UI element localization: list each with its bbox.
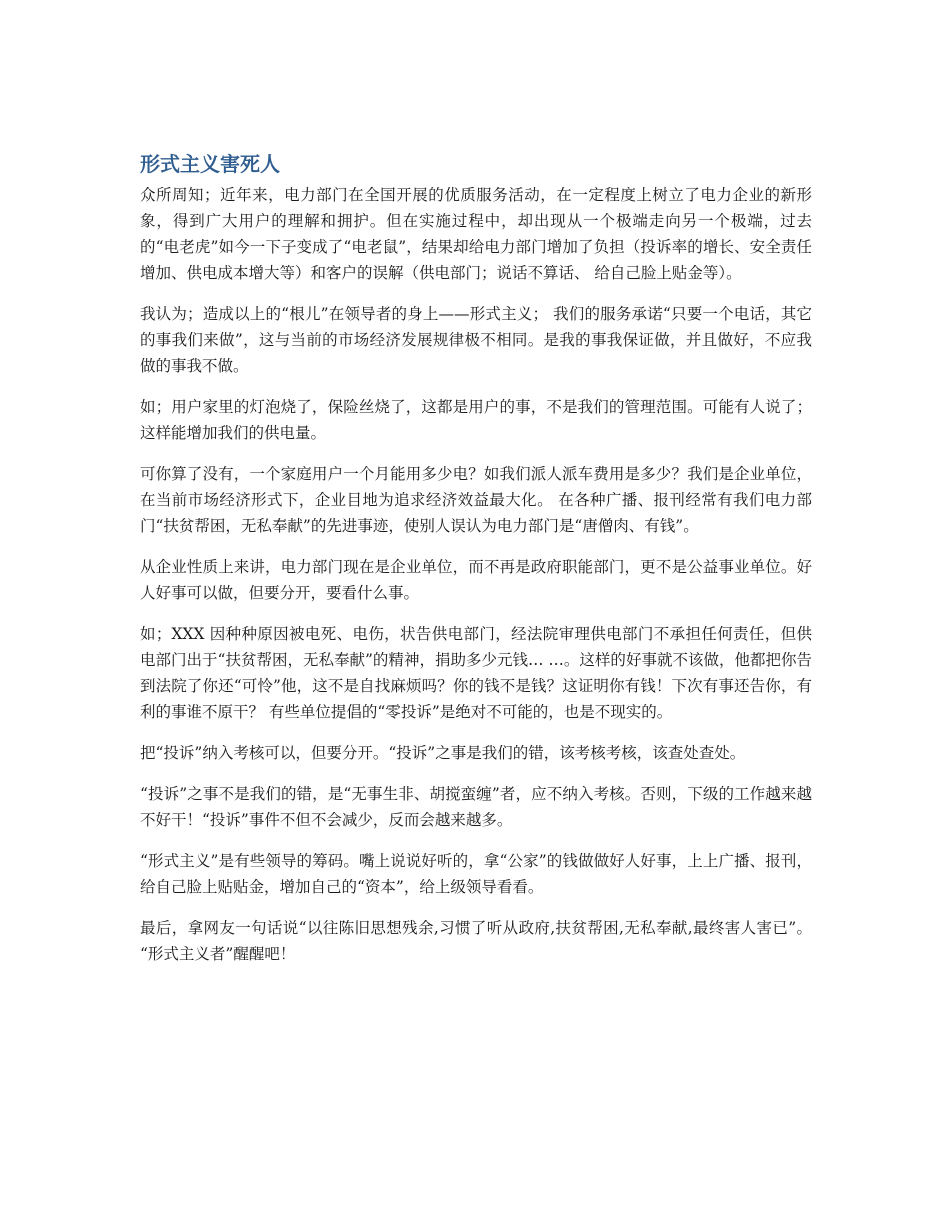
document-title: 形式主义害死人 [140,152,280,176]
paragraph-1: 众所周知；近年来，电力部门在全国开展的优质服务活动，在一定程度上树立了电力企业的新形象，得到广大用户的理解和拥护。但在实施过程中，却出现从一个极端走向另一个极端，过去的“电老虎”如今一下子变成了“电老鼠”，结果却给电力部门增加了负担（投诉率的增长、安全责任增加、供电成本增大等）和客户的误解（供电部门；说话不算话、 给自己脸上贴金等）。 [140,186,812,282]
paragraph-3: 如；用户家里的灯泡烧了，保险丝烧了，这都是用户的事，不是我们的管理范围。可能有人说了；这样能增加我们的供电量。 [140,398,812,442]
paragraph-6: 如；XXX 因种种原因被电死、电伤，状告供电部门，经法院审理供电部门不承担任何责任，但供电部门出于“扶贫帮困，无私奉献”的精神，捐助多少元钱… …。这样的好事就不该做，他都把你告到法院了你还“可怜”他，这不是自找麻烦吗？你的钱不是钱？这证明你有钱！下次有事还告你，有利的事谁不原干？ 有些单位提倡的“零投诉”是绝对不可能的，也是不现实的。 [140,625,812,721]
paragraph-4: 可你算了没有，一个家庭用户一个月能用多少电？如我们派人派车费用是多少？我们是企业单位，在当前市场经济形式下，企业目地为追求经济效益最大化。 在各种广播、报刊经常有我们电力部门“扶贫帮困，无私奉献”的先进事迹，使别人误认为电力部门是“唐僧肉、有钱”。 [140,465,812,535]
paragraph-7: 把“投诉”纳入考核可以，但要分开。“投诉”之事是我们的错，该考核考核，该查处查处。 [140,744,746,762]
paragraph-2: 我认为；造成以上的“根儿”在领导者的身上——形式主义； 我们的服务承诺“只要一个电话，其它的事我们来做”，这与当前的市场经济发展规律极不相同。是我的事我保证做，并且做好，不应我做的事我不做。 [140,305,812,375]
paragraph-10: 最后，拿网友一句话说“以往陈旧思想残余,习惯了听从政府,扶贫帮困,无私奉献,最终害人害已”。 “形式主义者”醒醒吧！ [140,919,812,963]
document-body [140,150,812,982]
paragraph-9: “形式主义”是有些领导的筹码。嘴上说说好听的，拿“公家”的钱做做好人好事，上上广播、报刊，给自己脸上贴贴金，增加自己的“资本”，给上级领导看看。 [140,852,812,896]
paragraph-8: “投诉”之事不是我们的错，是“无事生非、胡搅蛮缠”者，应不纳入考核。否则，下级的工作越来越不好干！“投诉”事件不但不会减少，反而会越来越多。 [140,785,812,829]
paragraph-5: 从企业性质上来讲，电力部门现在是企业单位，而不再是政府职能部门，更不是公益事业单位。好人好事可以做，但要分开，要看什么事。 [140,558,812,602]
